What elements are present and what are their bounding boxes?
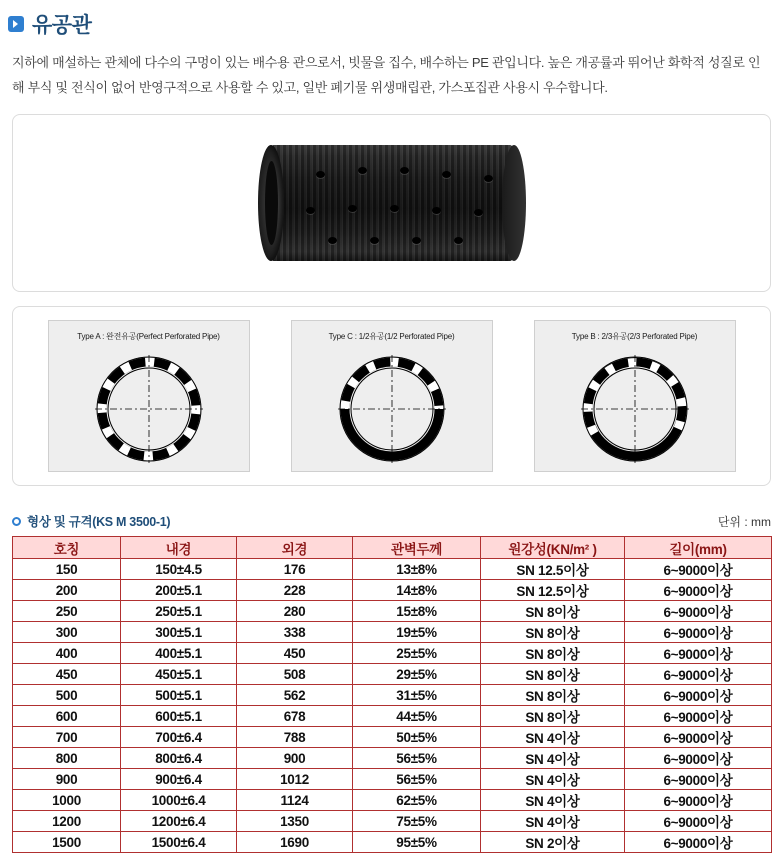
diagram-label: Type A : 완전유공(Perfect Perforated Pipe) <box>77 332 220 341</box>
cell-nominal: 800 <box>13 748 121 769</box>
cell-nominal: 1500 <box>13 832 121 853</box>
spec-header <box>12 512 771 530</box>
ring-diagram-type-c <box>336 353 448 465</box>
cell-inner-diameter: 600±5.1 <box>121 706 237 727</box>
table-row <box>13 580 772 601</box>
cell-wall-thickness: 19±5% <box>353 622 481 643</box>
pipe-hole <box>432 207 441 214</box>
cell-length: 6~9000이상 <box>625 769 772 790</box>
pipe-hole <box>328 237 337 244</box>
table-row <box>13 706 772 727</box>
cell-length: 6~9000이상 <box>625 622 772 643</box>
table-header-row <box>13 537 772 559</box>
column-header-wall-thickness: 관벽두께 <box>353 537 481 559</box>
pipe-hole <box>390 205 399 212</box>
cell-nominal: 700 <box>13 727 121 748</box>
product-photo-panel <box>12 114 771 292</box>
table-row <box>13 769 772 790</box>
cell-wall-thickness: 14±8% <box>353 580 481 601</box>
cell-outer-diameter: 1690 <box>237 832 353 853</box>
table-row <box>13 643 772 664</box>
cell-ring-stiffness: SN 4이상 <box>481 811 625 832</box>
cell-inner-diameter: 900±6.4 <box>121 769 237 790</box>
cell-inner-diameter: 400±5.1 <box>121 643 237 664</box>
pipe-hole <box>370 237 379 244</box>
circle-bullet-icon <box>12 517 21 526</box>
cell-nominal: 200 <box>13 580 121 601</box>
page-title <box>0 0 783 40</box>
pipe-hole <box>306 207 315 214</box>
cell-nominal: 400 <box>13 643 121 664</box>
cell-nominal: 450 <box>13 664 121 685</box>
pipe-hole <box>474 209 483 216</box>
table-row <box>13 748 772 769</box>
table-row <box>13 790 772 811</box>
cell-length: 6~9000이상 <box>625 790 772 811</box>
pipe-hole <box>316 171 325 178</box>
cell-length: 6~9000이상 <box>625 643 772 664</box>
cell-ring-stiffness: SN 8이상 <box>481 664 625 685</box>
diagram-card-type-c <box>291 320 493 472</box>
perforated-pipe-illustration <box>258 145 526 261</box>
cell-inner-diameter: 150±4.5 <box>121 559 237 580</box>
diagram-card-type-b <box>534 320 736 472</box>
cell-ring-stiffness: SN 2이상 <box>481 832 625 853</box>
cell-wall-thickness: 75±5% <box>353 811 481 832</box>
cell-length: 6~9000이상 <box>625 832 772 853</box>
spec-table <box>12 536 772 853</box>
pipe-hole <box>442 171 451 178</box>
cell-ring-stiffness: SN 4이상 <box>481 748 625 769</box>
cell-nominal: 150 <box>13 559 121 580</box>
cell-ring-stiffness: SN 4이상 <box>481 769 625 790</box>
cell-inner-diameter: 500±5.1 <box>121 685 237 706</box>
cell-wall-thickness: 62±5% <box>353 790 481 811</box>
cell-wall-thickness: 50±5% <box>353 727 481 748</box>
spec-table-body <box>13 559 772 853</box>
cell-nominal: 1200 <box>13 811 121 832</box>
cell-wall-thickness: 95±5% <box>353 832 481 853</box>
cell-inner-diameter: 250±5.1 <box>121 601 237 622</box>
pipe-hole <box>400 167 409 174</box>
cell-length: 6~9000이상 <box>625 748 772 769</box>
pipe-cap-right <box>502 145 526 261</box>
pipe-hole <box>348 205 357 212</box>
column-header-length: 길이(mm) <box>625 537 772 559</box>
cell-nominal: 900 <box>13 769 121 790</box>
diagram-label: Type B : 2/3유공(2/3 Perforated Pipe) <box>571 332 698 341</box>
table-row <box>13 664 772 685</box>
cell-inner-diameter: 450±5.1 <box>121 664 237 685</box>
ring-diagram-type-b <box>579 353 691 465</box>
product-description: 지하에 매설하는 관체에 다수의 구멍이 있는 배수용 관으로서, 빗물을 집수, 배수하는 PE 관입니다. 높은 개공률과 뛰어난 화학적 성질로 인해 부식 및 전식이 없어 반영구적으로 사용할 수 있고, 일반 폐기물 위생매립관, 가스포집관 사용시 우수합니다. <box>12 55 761 95</box>
table-row <box>13 622 772 643</box>
cell-inner-diameter: 1500±6.4 <box>121 832 237 853</box>
cell-outer-diameter: 508 <box>237 664 353 685</box>
cell-wall-thickness: 13±8% <box>353 559 481 580</box>
pipe-hole <box>412 237 421 244</box>
column-header-outer-diameter: 외경 <box>237 537 353 559</box>
pipe-hole <box>484 175 493 182</box>
cell-wall-thickness: 31±5% <box>353 685 481 706</box>
cell-inner-diameter: 200±5.1 <box>121 580 237 601</box>
cell-ring-stiffness: SN 4이상 <box>481 790 625 811</box>
cell-ring-stiffness: SN 8이상 <box>481 685 625 706</box>
cell-nominal: 600 <box>13 706 121 727</box>
table-row <box>13 832 772 853</box>
column-header-nominal: 호칭 <box>13 537 121 559</box>
cell-inner-diameter: 800±6.4 <box>121 748 237 769</box>
cell-length: 6~9000이상 <box>625 601 772 622</box>
table-row <box>13 559 772 580</box>
cell-wall-thickness: 15±8% <box>353 601 481 622</box>
table-row <box>13 811 772 832</box>
page-title-text: 유공관 <box>32 14 92 37</box>
cell-outer-diameter: 176 <box>237 559 353 580</box>
cell-length: 6~9000이상 <box>625 685 772 706</box>
cell-outer-diameter: 338 <box>237 622 353 643</box>
cell-ring-stiffness: SN 8이상 <box>481 622 625 643</box>
cell-outer-diameter: 562 <box>237 685 353 706</box>
column-header-inner-diameter: 내경 <box>121 537 237 559</box>
cell-nominal: 250 <box>13 601 121 622</box>
table-row <box>13 685 772 706</box>
cell-wall-thickness: 56±5% <box>353 748 481 769</box>
cell-length: 6~9000이상 <box>625 664 772 685</box>
cell-wall-thickness: 56±5% <box>353 769 481 790</box>
cell-length: 6~9000이상 <box>625 727 772 748</box>
cell-outer-diameter: 450 <box>237 643 353 664</box>
pipe-cap-left <box>258 145 284 261</box>
column-header-ring-stiffness: 원강성(KN/m² ) <box>481 537 625 559</box>
spec-section-title-text: 형상 및 규격(KS M 3500-1) <box>27 515 171 529</box>
cell-ring-stiffness: SN 12.5이상 <box>481 580 625 601</box>
cell-length: 6~9000이상 <box>625 559 772 580</box>
diagram-card-type-a <box>48 320 250 472</box>
spec-section-title <box>12 512 170 530</box>
cell-wall-thickness: 29±5% <box>353 664 481 685</box>
cell-ring-stiffness: SN 8이상 <box>481 643 625 664</box>
cell-wall-thickness: 25±5% <box>353 643 481 664</box>
spec-unit-label: 단위 : mm <box>717 514 771 529</box>
cell-length: 6~9000이상 <box>625 706 772 727</box>
diagram-label: Type C : 1/2유공(1/2 Perforated Pipe) <box>328 332 455 341</box>
cell-inner-diameter: 1000±6.4 <box>121 790 237 811</box>
cell-outer-diameter: 228 <box>237 580 353 601</box>
cell-outer-diameter: 788 <box>237 727 353 748</box>
cell-nominal: 300 <box>13 622 121 643</box>
ring-diagram-type-a <box>93 353 205 465</box>
cell-inner-diameter: 300±5.1 <box>121 622 237 643</box>
cell-ring-stiffness: SN 8이상 <box>481 601 625 622</box>
cell-inner-diameter: 700±6.4 <box>121 727 237 748</box>
cell-ring-stiffness: SN 12.5이상 <box>481 559 625 580</box>
cell-ring-stiffness: SN 8이상 <box>481 706 625 727</box>
cell-outer-diameter: 678 <box>237 706 353 727</box>
pipe-ribs <box>270 145 514 261</box>
cell-outer-diameter: 1350 <box>237 811 353 832</box>
cell-length: 6~9000이상 <box>625 811 772 832</box>
cell-wall-thickness: 44±5% <box>353 706 481 727</box>
table-row <box>13 601 772 622</box>
cell-outer-diameter: 1012 <box>237 769 353 790</box>
cell-outer-diameter: 1124 <box>237 790 353 811</box>
cell-outer-diameter: 900 <box>237 748 353 769</box>
pipe-hole <box>358 167 367 174</box>
perforation-type-diagrams <box>12 306 771 486</box>
cell-inner-diameter: 1200±6.4 <box>121 811 237 832</box>
cell-nominal: 500 <box>13 685 121 706</box>
cell-length: 6~9000이상 <box>625 580 772 601</box>
cell-nominal: 1000 <box>13 790 121 811</box>
cell-ring-stiffness: SN 4이상 <box>481 727 625 748</box>
table-row <box>13 727 772 748</box>
pipe-hole <box>454 237 463 244</box>
play-bullet-icon <box>8 16 24 32</box>
cell-outer-diameter: 280 <box>237 601 353 622</box>
